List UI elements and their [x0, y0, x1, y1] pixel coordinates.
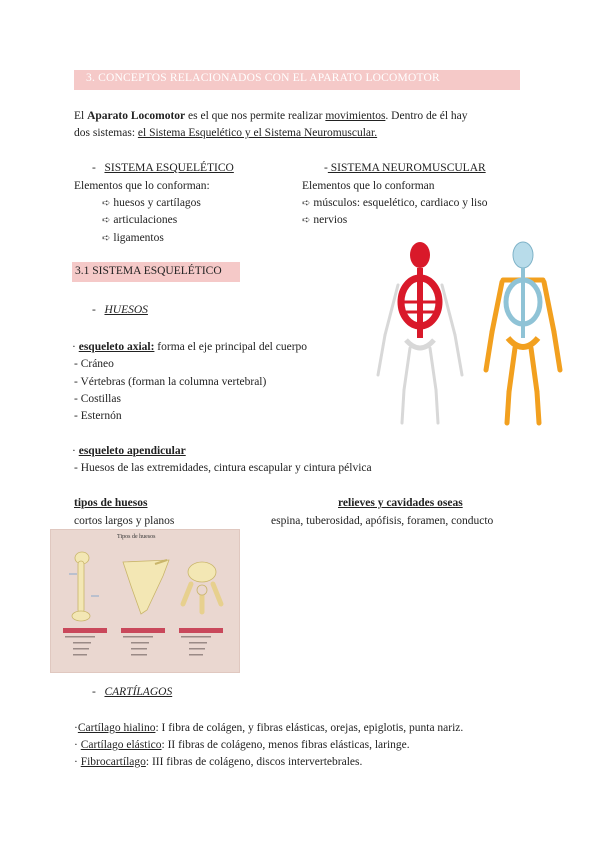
- system-left-heading-row: [92, 162, 234, 176]
- axial-item: - Costillas: [74, 393, 121, 405]
- axial-item: - Vértebras (forman la columna vertebral): [74, 376, 267, 388]
- cartilage-type: Cartílago hialino: [77, 722, 156, 734]
- figure-caption: Tipos de huesos: [117, 534, 156, 540]
- apendicular-desc: - Huesos de las extremidades, cintura escapular y cintura pélvica: [74, 462, 372, 474]
- arrow-bullet-icon: ➪: [102, 198, 111, 209]
- tipos-heading: tipos de huesos: [74, 497, 148, 509]
- axial-item: - Cráneo: [74, 358, 114, 370]
- dot-bullet: ·: [72, 445, 79, 457]
- axial-item: - Esternón: [74, 410, 122, 422]
- axial-line: [72, 341, 307, 355]
- system-left-item: [102, 232, 164, 246]
- bone-types-figure: [50, 529, 240, 673]
- intro-text: . Dentro de él hay: [385, 110, 468, 122]
- system-right-item: [302, 214, 347, 228]
- dot-bullet: ·: [74, 756, 81, 768]
- axial-desc: forma el eje principal del cuerpo: [154, 341, 308, 353]
- cartilagos-heading-row: [92, 686, 172, 700]
- apendicular-label: esqueleto apendicular: [78, 445, 186, 457]
- system-right-heading-row: [324, 162, 486, 176]
- flat-bone-icon: [123, 560, 169, 614]
- cartilage-desc: : II fibras de colágeno, menos fibras elásticas, laringe.: [161, 739, 410, 751]
- arrow-bullet-icon: ➪: [302, 215, 311, 226]
- intro-text: dos sistemas:: [74, 127, 138, 139]
- axial-label: esqueleto axial:: [78, 341, 155, 353]
- huesos-heading-row: [92, 304, 148, 318]
- cartilage-type: Fibrocartílago: [80, 756, 146, 768]
- dot-bullet: ·: [74, 722, 78, 734]
- dot-bullet: ·: [74, 739, 81, 751]
- irregular-bone-icon: [183, 562, 221, 612]
- item-text: articulaciones: [113, 214, 178, 226]
- bullet-dash: -: [92, 686, 96, 698]
- skeleton-axial-illustration: [360, 240, 480, 430]
- relieves-text: espina, tuberosidad, apófisis, foramen, conducto: [271, 515, 494, 527]
- item-text: huesos y cartílagos: [113, 197, 201, 209]
- system-right-lead: Elementos que lo conforman: [302, 180, 435, 192]
- huesos-heading: HUESOS: [104, 304, 148, 316]
- cartilage-item: [74, 722, 463, 736]
- system-left-lead: Elementos que lo conforman:: [74, 180, 210, 192]
- apendicular-line: [72, 445, 186, 459]
- system-left-item: [102, 197, 201, 211]
- intro-text: es el que nos permite realizar: [185, 110, 326, 122]
- intro-text: El: [74, 110, 88, 122]
- bullet-dash: -: [92, 304, 96, 316]
- item-text: músculos: esquelético, cardiaco y liso: [313, 197, 488, 209]
- cartilagos-heading: CARTÍLAGOS: [104, 686, 173, 698]
- system-right-heading: SISTEMA NEUROMUSCULAR: [327, 162, 486, 174]
- cartilage-item: [74, 756, 362, 770]
- intro-bold-term: Aparato Locomotor: [87, 110, 186, 122]
- cartilage-desc: : I fibra de colágen, y fibras elásticas, orejas, epiglotis, punta nariz.: [155, 722, 464, 734]
- item-text: nervios: [313, 214, 348, 226]
- tipos-text: cortos largos y planos: [74, 515, 175, 527]
- intro-line-1: [74, 110, 468, 124]
- long-bone-icon: [69, 552, 99, 621]
- bullet-dash: -: [324, 162, 328, 174]
- system-left-item: [102, 214, 177, 228]
- intro-line-2: [74, 127, 377, 141]
- arrow-bullet-icon: ➪: [302, 198, 311, 209]
- arrow-bullet-icon: ➪: [102, 233, 111, 244]
- cartilage-item: [74, 739, 410, 753]
- page-title: 3. CONCEPTOS RELACIONADOS CON EL APARATO LOCOMOTOR: [86, 72, 440, 84]
- bullet-dash: -: [92, 162, 96, 174]
- cartilage-type: Cartílago elástico: [80, 739, 162, 751]
- arrow-bullet-icon: ➪: [102, 215, 111, 226]
- intro-underlined-term: movimientos: [325, 110, 386, 122]
- dot-bullet: ·: [72, 341, 79, 353]
- cartilage-desc: : III fibras de colágeno, discos intervertebrales.: [145, 756, 363, 768]
- intro-underlined-systems: el Sistema Esquelético y el Sistema Neuromuscular.: [137, 127, 378, 139]
- item-text: ligamentos: [113, 232, 164, 244]
- system-left-heading: SISTEMA ESQUELÉTICO: [104, 162, 234, 174]
- section-heading: 3.1 SISTEMA ESQUELÉTICO: [75, 265, 222, 277]
- relieves-heading: relieves y cavidades oseas: [338, 497, 463, 509]
- system-right-item: [302, 197, 487, 211]
- skeleton-appendicular-illustration: [478, 240, 568, 430]
